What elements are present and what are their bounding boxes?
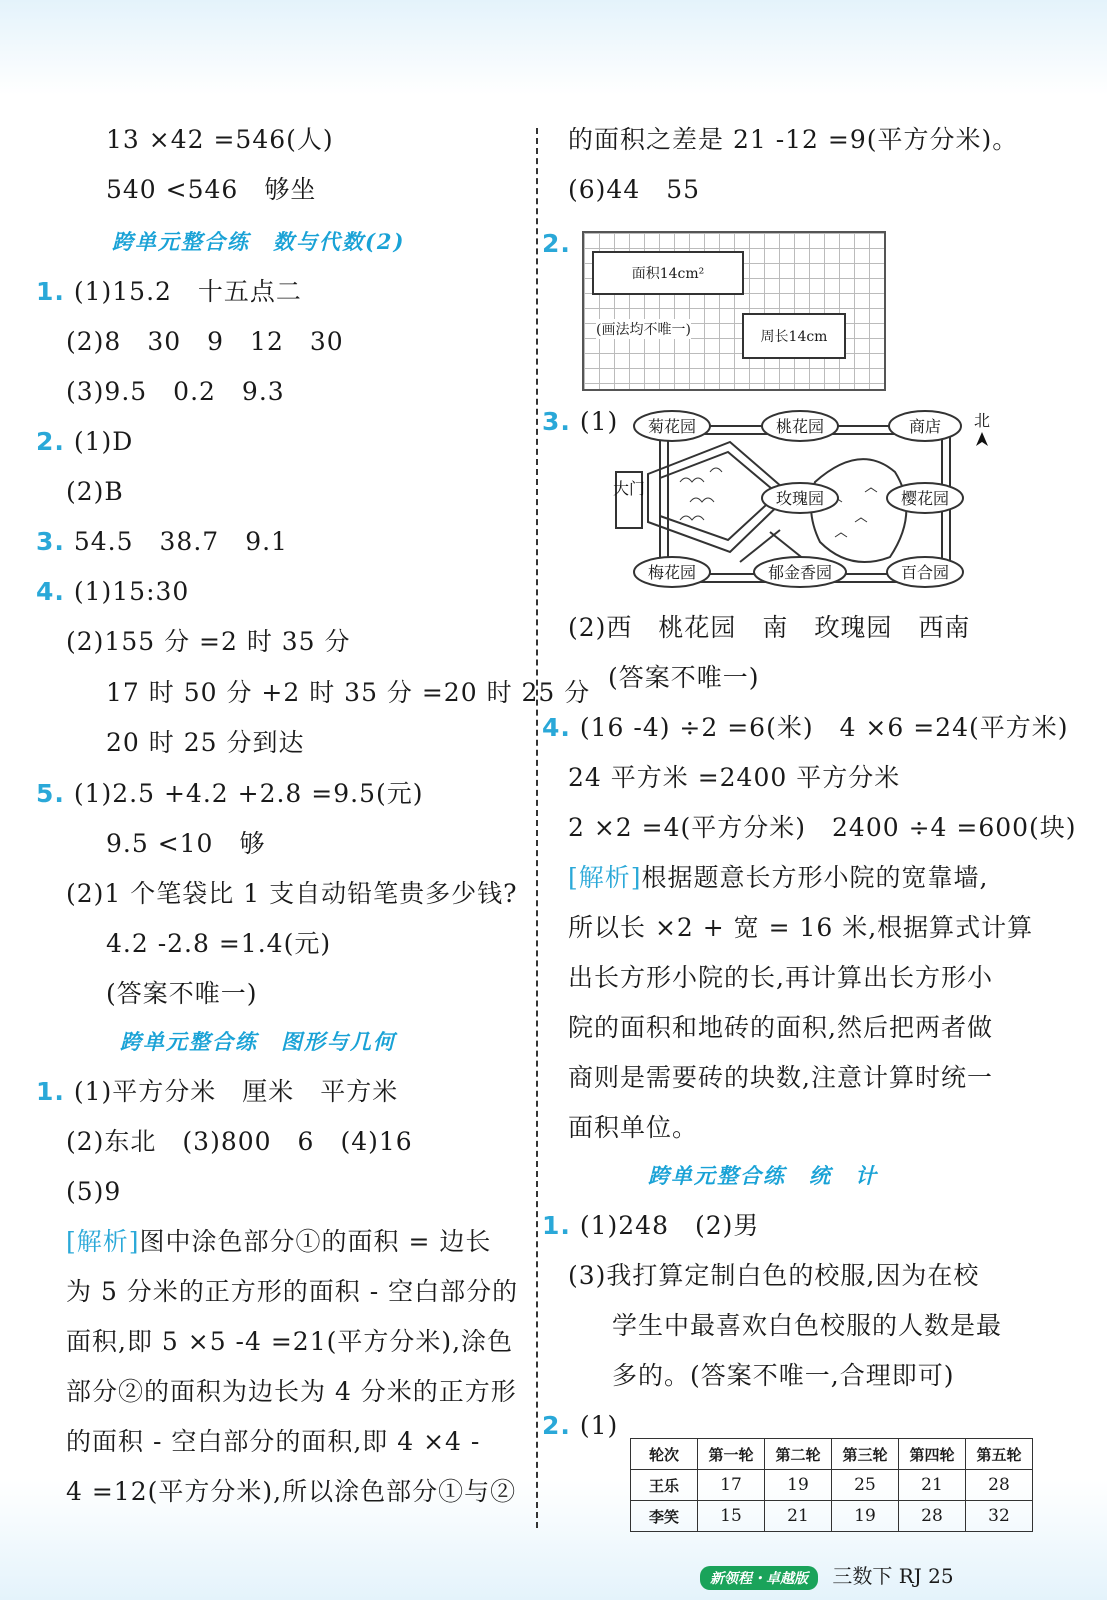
table-header-cell: 第一轮 [698,1439,765,1470]
text-line: (6)44 55 [568,175,701,204]
stats-question-2 [542,1410,618,1442]
text-line: 4.2 -2.8 =1.4(元) [106,929,332,958]
table-cell: 15 [698,1501,765,1532]
text-line: (2)155 分 =2 时 35 分 [66,627,351,656]
grid-drawing [582,231,886,391]
table-cell: 19 [832,1501,899,1532]
table-row [631,1470,1033,1501]
text-line: 9.5 <10 够 [106,829,266,858]
page-number: 25 [928,1564,954,1588]
analysis-tag: [解析] [568,863,642,892]
answer-text: (1)D [73,427,134,456]
question-number: 3. [542,407,571,436]
question-3 [36,526,288,558]
analysis-line: 部分②的面积为边长为 4 分米的正方形 [66,1377,517,1406]
text-line: (2)1 个笔袋比 1 支自动铅笔贵多少钱? [66,879,518,908]
map-label: 百合园 [900,563,950,582]
text-line: (答案不唯一) [106,979,258,1008]
analysis-line: 的面积 - 空白部分的面积,即 4 ×4 - [66,1427,481,1456]
question-number: 1. [36,1077,65,1106]
score-table [630,1438,1033,1532]
table-cell: 28 [899,1501,966,1532]
text-line: (2)B [66,477,124,506]
table-header-cell: 第三轮 [832,1439,899,1470]
question-number: 3. [36,527,65,556]
subject-label: 三数下 [832,1564,893,1588]
answer-text: (1)平方分米 厘米 平方米 [73,1077,399,1106]
text-line: 20 时 25 分到达 [106,728,305,757]
question-2-number: 2. [542,229,571,258]
section-heading: 跨单元整合练 统 计 [648,1163,878,1188]
analysis-line: 面积,即 5 ×5 -4 =21(平方分米),涂色 [66,1327,514,1356]
question-number: 4. [542,713,571,742]
text-line: (2)8 30 9 12 30 [66,327,344,356]
text-line: (5)9 [66,1177,122,1206]
question-number: 5. [36,779,65,808]
analysis-text: 根据题意长方形小院的宽靠墙, [641,863,989,892]
question-number: 2. [542,1411,571,1440]
text-line: (2)西 桃花园 南 玫瑰园 西南 [568,613,971,642]
analysis-line: 为 5 分米的正方形的面积 - 空白部分的 [66,1277,519,1306]
map-label: 樱花园 [900,489,950,508]
analysis-line: 商则是需要砖的块数,注意计算时统一 [568,1063,993,1092]
section-heading: 跨单元整合练 数与代数(2) [112,229,406,254]
table-cell: 19 [765,1470,832,1501]
answer-text: (1) [579,407,619,436]
table-row [631,1501,1033,1532]
analysis-line: 出长方形小院的长,再计算出长方形小 [568,963,993,992]
analysis-line [568,862,988,894]
geometry-question-1 [36,1076,398,1108]
table-header-cell: 第四轮 [899,1439,966,1470]
section-heading: 跨单元整合练 图形与几何 [120,1029,396,1054]
map-label: 商店 [908,417,942,436]
text-line: 的面积之差是 21 -12 =9(平方分米)。 [568,125,1019,154]
table-cell: 17 [698,1470,765,1501]
table-header-cell: 第二轮 [765,1439,832,1470]
map-label: 郁金香园 [767,563,833,582]
series-badge: 新领程・卓越版 [700,1566,818,1590]
question-3 [542,406,618,438]
question-number: 1. [542,1211,571,1240]
area-rectangle: 面积14cm² [592,251,744,295]
table-cell: 李笑 [631,1501,698,1532]
text-line: 24 平方米 =2400 平方分米 [568,763,901,792]
text-line: 13 ×42 =546(人) [106,125,334,154]
text-line: 多的。(答案不唯一,合理即可) [612,1361,955,1390]
text-line: (3)9.5 0.2 9.3 [66,377,285,406]
table-cell: 21 [899,1470,966,1501]
table-header-cell: 第五轮 [966,1439,1033,1470]
text-line: (2)东北 (3)800 6 (4)16 [66,1127,413,1156]
column-divider [536,128,538,1528]
analysis-line: 院的面积和地砖的面积,然后把两者做 [568,1013,993,1042]
text-line: (3)我打算定制白色的校服,因为在校 [568,1261,980,1290]
garden-map [612,411,1000,598]
question-1 [36,276,302,308]
analysis-line: 所以长 ×2 + 宽 = 16 米,根据算式计算 [568,913,1034,942]
question-number: 2. [36,427,65,456]
answer-text: (1) [579,1411,619,1440]
question-4 [542,712,1069,744]
map-label: 菊花园 [647,417,697,436]
text-line: (答案不唯一) [608,663,760,692]
table-cell: 21 [765,1501,832,1532]
answer-text: (1)2.5 +4.2 +2.8 =9.5(元) [73,779,424,808]
analysis-line: 面积单位。 [568,1113,699,1142]
question-5 [36,778,424,810]
answer-text: (16 -4) ÷2 =6(米) 4 ×6 =24(平方米) [579,713,1069,742]
table-cell: 32 [966,1501,1033,1532]
table-cell: 25 [832,1470,899,1501]
answer-text: (1)248 (2)男 [579,1211,760,1240]
text-line: 2 ×2 =4(平方分米) 2400 ÷4 =600(块) [568,813,1077,842]
question-number: 1. [36,277,65,306]
table-header-row [631,1439,1033,1470]
text-line: 17 时 50 分 +2 时 35 分 =20 时 25 分 [106,678,591,707]
grid-note: (画法均不唯一) [596,319,691,339]
map-label: 大门 [612,479,646,498]
north-arrow-icon [976,432,988,446]
answer-text: (1)15:30 [73,577,190,606]
answer-text: (1)15.2 十五点二 [73,277,302,306]
north-label: 北 [973,411,991,430]
text-line: 学生中最喜欢白色校服的人数是最 [612,1311,1003,1340]
question-4 [36,576,189,608]
stats-question-1 [542,1210,759,1242]
question-2 [36,426,133,458]
table-cell: 王乐 [631,1470,698,1501]
analysis-text: 图中涂色部分①的面积 = 边长 [139,1227,492,1256]
analysis-tag: [解析] [66,1227,140,1256]
analysis-line: 4 =12(平方分米),所以涂色部分①与② [66,1477,517,1506]
page-footer [700,1560,954,1590]
question-number: 4. [36,577,65,606]
analysis-line [66,1226,491,1258]
map-label: 玫瑰园 [775,489,825,508]
text-line: 540 <546 够坐 [106,175,317,204]
map-label: 梅花园 [647,563,697,582]
map-label: 桃花园 [775,417,825,436]
table-cell: 28 [966,1470,1033,1501]
answer-text: 54.5 38.7 9.1 [73,527,288,556]
table-header-cell: 轮次 [631,1439,698,1470]
perimeter-rectangle: 周长14cm [742,313,846,359]
edition-code: RJ [898,1564,922,1588]
